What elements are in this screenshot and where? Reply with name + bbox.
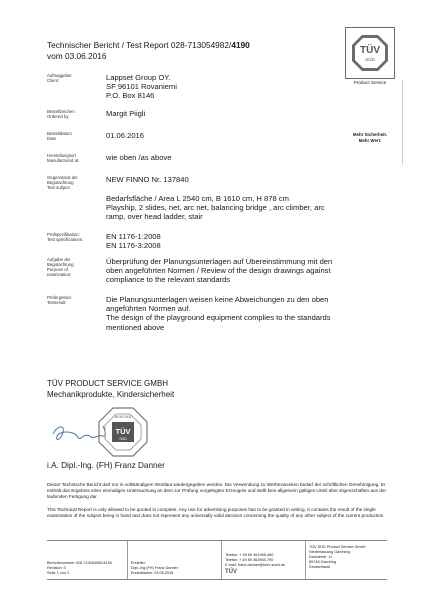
footer-company-address xyxy=(309,545,366,570)
footer-divider xyxy=(305,541,306,579)
signer-name: i.A. Dipl.-Ing. (FH) Franz Danner xyxy=(47,461,165,470)
footer-street: Daimlerstr. 11 xyxy=(309,554,333,559)
field-test-result xyxy=(47,295,387,332)
footer-phone: Telefon: + 49 89 361965-460 xyxy=(225,553,274,557)
field-label: Herstellungsort Manufactured at: xyxy=(47,153,80,163)
footer-report-number: Berichtsnummer 028-713054982/4190 xyxy=(47,561,112,565)
slogan-line-1: Mehr Sicherheit. xyxy=(352,132,388,137)
field-value: Margit Piigli xyxy=(106,109,146,118)
footer-contact-info xyxy=(225,553,285,575)
field-value: Bedarfsfläche / Area L 2540 cm, B 1610 cm, H 878 cm Playship, 2 slides, net, arc net, balancing bridge , arc climber, arc ramp, over head ladder, stair xyxy=(106,194,325,222)
field-test-subject xyxy=(47,175,387,190)
field-value: 01.06.2016 xyxy=(106,131,145,140)
company-division: Mechanikprodukte, Kindersicherheit xyxy=(47,389,175,399)
footer-city: 85748 Garching xyxy=(309,559,337,564)
title-prefix: Technischer Bericht / Test Report 028-713054982/ xyxy=(47,40,232,50)
tuv-octagon-icon xyxy=(351,34,389,72)
footer-author-name: Dipl.-Ing (FH) Franz Danner xyxy=(131,565,179,570)
field-subject-details xyxy=(47,194,387,222)
footer xyxy=(47,540,387,580)
field-label: Bestellzeichen Ordered by xyxy=(47,109,75,119)
field-value: EN 1176-1:2008 EN 1176-3:2008 xyxy=(106,232,161,251)
field-label xyxy=(47,194,106,222)
field-manufactured-at xyxy=(47,153,387,163)
field-date xyxy=(47,131,387,141)
footer-revision: Revision: 0 xyxy=(47,565,66,570)
logo-text: TÜV xyxy=(360,45,380,56)
footer-fax: Telefax: + 49 89 361965-790 xyxy=(225,557,274,562)
field-test-specifications xyxy=(47,232,387,250)
logo-sub: SÜD xyxy=(365,57,375,62)
field-ordered-by xyxy=(47,109,387,119)
field-label: Prüfergebnis Testresult: xyxy=(47,295,72,305)
footer-logo-text: TÜV xyxy=(225,568,237,575)
logo-service-label: Product Service xyxy=(353,80,387,85)
footer-author-label: Ersteller: xyxy=(131,561,146,565)
stamp-icon xyxy=(99,408,147,456)
field-label: Aufgabe der Begutachtung Purpose of examination: xyxy=(47,257,74,277)
title-suffix: 4190 xyxy=(231,40,250,50)
field-value: Die Planungsunterlagen weisen keine Abweichungen zu den oben angeführten Normen auf. The design of the playground equipment complies to the standards mentioned above xyxy=(106,295,331,332)
stamp-logo-text: TÜV xyxy=(115,427,131,436)
footer-divider xyxy=(127,541,128,579)
field-value: NEW FINNO Nr. 137840 xyxy=(106,175,189,184)
footer-email: E-mail: franz.danner@tuev-sued.de xyxy=(225,562,285,567)
stamp-top-text: MÜNCHEN xyxy=(114,415,132,419)
signature-stamp xyxy=(47,404,187,460)
footer-author-info xyxy=(131,561,178,576)
field-label: Prüfspezifikation: Test specifications: xyxy=(47,232,84,242)
footer-created-date: Erstelldatum: 03.06.2016 xyxy=(131,570,174,575)
field-purpose xyxy=(47,257,387,285)
footer-report-info xyxy=(47,561,112,576)
footer-branch: Niederlassung Garching xyxy=(309,549,350,554)
company-name: TÜV PRODUCT SERVICE GMBH xyxy=(47,379,169,388)
stamp-sub-text: SÜD xyxy=(119,437,127,441)
field-value: wie oben /as above xyxy=(106,153,172,162)
footer-divider xyxy=(221,541,222,579)
field-label: Bestelldatum Date xyxy=(47,131,72,141)
logo-box xyxy=(345,27,395,79)
report-title xyxy=(47,40,250,61)
right-divider xyxy=(402,80,403,165)
field-value: Lappset Group OY. SF 96101 Rovaniemi P.O. Box 8146 xyxy=(106,73,177,101)
field-label: Gegenstand der Begutachtung Test subject xyxy=(47,175,78,190)
report-date: vom 03.06.2016 xyxy=(47,50,107,61)
field-label: Auftraggeber Client: xyxy=(47,73,72,83)
field-client xyxy=(47,73,387,101)
footer-page: Seite 1 von 1 xyxy=(47,570,70,575)
disclaimer-german: Dieser Technische Bericht darf nur in vollständigem Wortlaut wiedergegeben werden. Die Verwendung zu Werbezwecken bedarf der schriftlichen Genehmigung. Er enthält das Ergebnis einer einmaligen Untersuchung an dem zur Prüfung vorgelegten Erzeugnis und stellt kein allgemein gültiges Urteil über Eigenschaften aus der laufenden Fertigung dar. xyxy=(47,482,387,499)
footer-country: Deutschland xyxy=(309,564,331,569)
disclaimer-english: This Technical Report is only allowed to be quoted in complete. Any use for advertising purposes has to be granted in writing. It contains the result of the single examination of the subject being in hand and does not represent any universally valid decision concerning the quality of any other subject of the current production xyxy=(47,507,384,518)
company-block xyxy=(47,379,174,400)
footer-company-name: TÜV SÜD Product Service GmbH xyxy=(309,545,366,549)
field-value: Überprüfung der Planungsunterlagen auf Übereinstimmung mit den oben angeführten Normen / Review of the design drawings against compliance to the relevant standards xyxy=(106,257,333,285)
slogan-line-2: Mehr Wert. xyxy=(358,138,382,143)
